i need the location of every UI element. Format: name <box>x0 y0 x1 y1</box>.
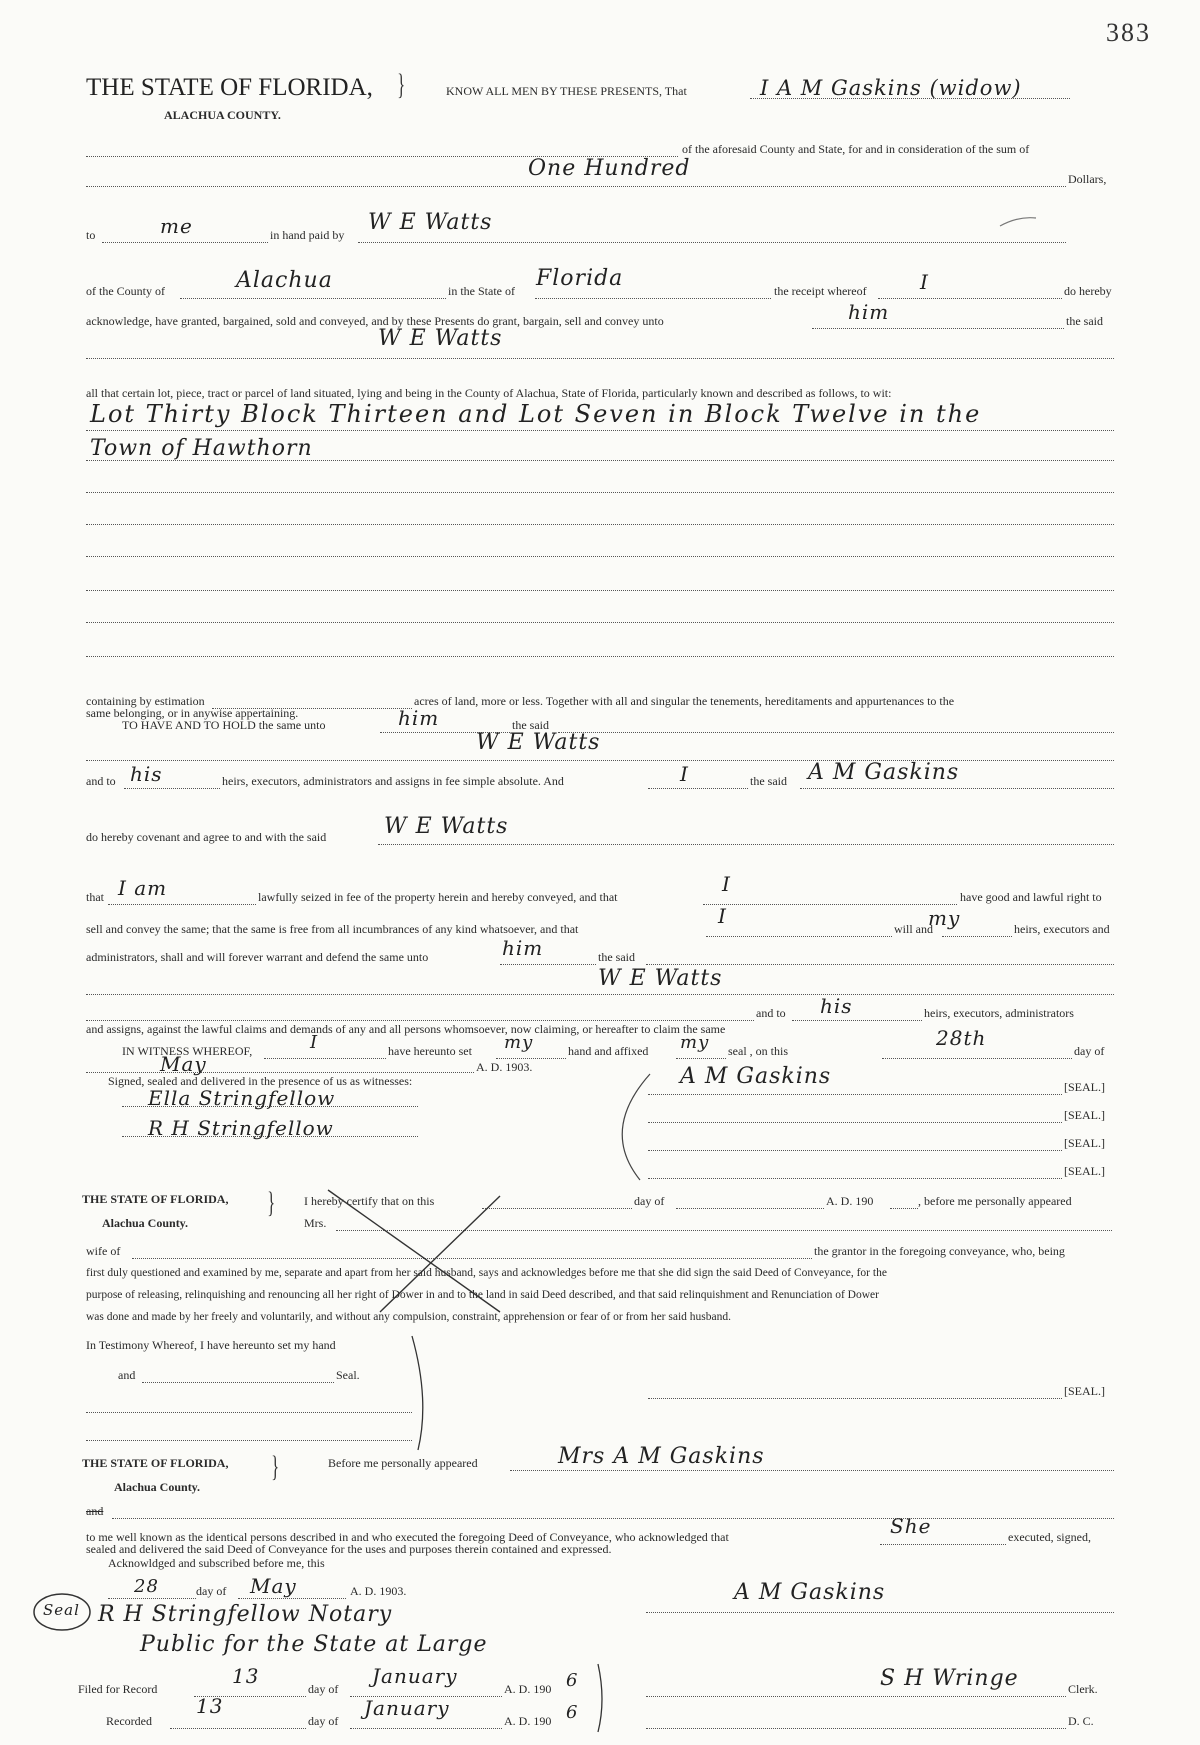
dower-wife-of: wife of <box>86 1244 121 1258</box>
rec-month-handwriting: January <box>364 1696 450 1720</box>
containing-text: containing by estimation <box>86 694 205 708</box>
ack-and-struck: and <box>86 1504 104 1518</box>
county-heading: ALACHUA COUNTY. <box>164 108 281 122</box>
rec-day-handwriting: 13 <box>196 1694 224 1718</box>
ack-signature: A M Gaskins <box>734 1580 886 1605</box>
ack-day-of: day of <box>196 1584 227 1598</box>
grantor-handwriting: I A M Gaskins (widow) <box>760 76 1022 100</box>
description-line2-handwriting: Town of Hawthorn <box>90 436 313 461</box>
dower-grantor-in: the grantor in the foregoing conveyance, who, being <box>814 1244 1065 1258</box>
notary-line2-handwriting: Public for the State at Large <box>140 1632 488 1657</box>
signature-flourish <box>622 1074 650 1180</box>
receipt-text: the receipt whereof <box>774 284 867 298</box>
rec-year-handwriting: 6 <box>566 1702 579 1723</box>
filed-month-handwriting: January <box>372 1664 458 1688</box>
same-belonging-text: same belonging, or in anywise appertaining. <box>86 706 299 720</box>
dower-seal-word: Seal. <box>336 1368 360 1382</box>
unto-handwriting: him <box>848 300 890 324</box>
day-of-text: day of <box>1074 1044 1105 1058</box>
pen-tick <box>1000 218 1036 226</box>
sell-convey-text: sell and convey the same; that the same is free from all incumbrances of any kind whatsoever, and that <box>86 922 579 936</box>
witness1-handwriting: Ella Stringfellow <box>148 1086 336 1110</box>
covenant-handwriting: W E Watts <box>384 814 509 839</box>
filed-day-handwriting: 13 <box>232 1664 260 1688</box>
seal-2: [SEAL.] <box>1064 1108 1105 1122</box>
and-i-handwriting: I <box>680 762 689 786</box>
heirs-exec-text: heirs, executors and <box>1014 922 1110 936</box>
ack-executed: executed, signed, <box>1008 1530 1091 1544</box>
signed-sealed-text: Signed, sealed and delivered in the presence of us as witnesses: <box>108 1074 413 1088</box>
the-said-text: the said <box>1066 314 1103 328</box>
filing-brace <box>598 1664 602 1732</box>
seal-4: [SEAL.] <box>1064 1164 1105 1178</box>
rec-day-of: day of <box>308 1714 339 1728</box>
filed-ad: A. D. 190 <box>504 1682 552 1696</box>
page-number: 383 <box>1106 18 1151 47</box>
ad-year-text: A. D. 1903. <box>476 1060 533 1074</box>
header-brace: } <box>397 68 406 101</box>
payer-handwriting: W E Watts <box>368 210 493 235</box>
ack-before-me: Before me personally appeared <box>328 1456 478 1470</box>
dower-county: Alachua County. <box>102 1216 189 1230</box>
clerk-label: Clerk. <box>1068 1682 1098 1696</box>
clerk-signature: S H Wringe <box>880 1666 1019 1691</box>
ack-state: THE STATE OF FLORIDA, <box>82 1456 229 1470</box>
in-witness-text: IN WITNESS WHEREOF, <box>122 1044 253 1058</box>
witness-i-handwriting: I <box>310 1032 319 1053</box>
in-state-text: in the State of <box>448 284 515 298</box>
dower-line2: purpose of releasing, relinquishing and renouncing all her right of Dower in and to the land in said Deed described, and that said relinquishment and Renunciation of Dower <box>86 1289 879 1301</box>
and-to2-text: and to <box>756 1006 786 1020</box>
will-and-text: will and <box>894 922 933 936</box>
and-to-text: and to <box>86 774 116 788</box>
dc-label: D. C. <box>1068 1714 1094 1728</box>
filed-day-of: day of <box>308 1682 339 1696</box>
dower-mrs: Mrs. <box>304 1216 327 1230</box>
his-handwriting: his <box>130 762 163 786</box>
dower-brace: } <box>267 1186 276 1219</box>
of-county-text: of the County of <box>86 284 165 298</box>
the-said3-text: the said <box>750 774 787 788</box>
to-have-text: TO HAVE AND TO HOLD the same unto <box>122 718 326 732</box>
grantee-handwriting: W E Watts <box>378 326 503 351</box>
acres-text: acres of land, more or less. Together with all and singular the tenements, hereditaments and appurtenances to the <box>414 694 955 708</box>
ack-she-handwriting: She <box>890 1514 932 1538</box>
to-handwriting: me <box>160 214 193 238</box>
will-handwriting: my <box>928 906 961 930</box>
aforesaid-text: of the aforesaid County and State, for and in consideration of the sum of <box>682 142 1030 156</box>
rec-ad: A. D. 190 <box>504 1714 552 1728</box>
have-handwriting: him <box>398 706 440 730</box>
month-handwriting: May <box>160 1052 207 1076</box>
seal-3: [SEAL.] <box>1064 1136 1105 1150</box>
heirs-fee-text: heirs, executors, administrators and assigns in fee simple absolute. And <box>222 774 564 788</box>
ack-month-handwriting: May <box>250 1574 297 1598</box>
administrators-text: administrators, shall and will forever warrant and defend the same unto <box>86 950 429 964</box>
the-said4-text: the said <box>598 950 635 964</box>
dower-day-of: day of <box>634 1194 665 1208</box>
witness2-handwriting: R H Stringfellow <box>148 1116 334 1140</box>
have-hereunto-text: have hereunto set <box>388 1044 472 1058</box>
to-text: to <box>86 228 96 242</box>
affixed-handwriting: my <box>680 1032 710 1053</box>
his2-handwriting: his <box>820 994 853 1018</box>
grantee3-handwriting: W E Watts <box>598 966 723 991</box>
dower-line1: first duly questioned and examined by me, separate and apart from her said husband, says and acknowledges before me that she did sign the said Deed of Conveyance, for the <box>86 1267 887 1279</box>
lawfully-handwriting: I <box>722 872 731 896</box>
and-assigns-text: and assigns, against the lawful claims and demands of any and all persons whomsoever, now claiming, or hereafter to claim the same <box>86 1022 726 1036</box>
dower-seal: [SEAL.] <box>1064 1384 1105 1398</box>
dower-state: THE STATE OF FLORIDA, <box>82 1192 229 1206</box>
covenant-text: do hereby covenant and agree to and with the said <box>86 830 327 844</box>
dower-brace-stroke <box>412 1336 423 1450</box>
the-said2-text: the said <box>512 718 549 732</box>
grantor-signature: A M Gaskins <box>680 1064 832 1089</box>
seal-on-text: seal , on this <box>728 1044 788 1058</box>
ack-county: Alachua County. <box>114 1480 201 1494</box>
ack-well-known: to me well known as the identical persons described in and who executed the foregoing Deed of Conveyance, who acknowledged that <box>86 1530 729 1544</box>
notary-line1-handwriting: R H Stringfellow Notary <box>98 1602 393 1627</box>
do-hereby-text: do hereby <box>1064 284 1112 298</box>
admin-handwriting: him <box>502 936 544 960</box>
receipt-handwriting: I <box>920 270 929 294</box>
filed-for-record: Filed for Record <box>78 1682 158 1696</box>
lawfully-text: lawfully seized in fee of the property herein and hereby conveyed, and that <box>258 890 618 904</box>
set-handwriting: my <box>504 1032 534 1053</box>
recorded: Recorded <box>106 1714 152 1728</box>
have-good-text: have good and lawful right to <box>960 890 1102 904</box>
dower-strike-1 <box>328 1190 500 1312</box>
day-handwriting: 28th <box>936 1026 987 1050</box>
dower-testimony: In Testimony Whereof, I have hereunto set my hand <box>86 1338 336 1352</box>
filed-year-handwriting: 6 <box>566 1670 579 1691</box>
dower-ad: A. D. 190 <box>826 1194 874 1208</box>
ack-day-handwriting: 28 <box>134 1576 159 1597</box>
grantor2-handwriting: A M Gaskins <box>808 760 960 785</box>
ack-appeared-handwriting: Mrs A M Gaskins <box>558 1444 765 1469</box>
seal-1: [SEAL.] <box>1064 1080 1105 1094</box>
dower-strike-2 <box>380 1196 500 1312</box>
sell-handwriting: I <box>718 904 727 928</box>
ack-acknowledged: Acknowldged and subscribed before me, this <box>108 1556 325 1570</box>
that-handwriting: I am <box>118 876 168 900</box>
acknowledge-text: acknowledge, have granted, bargained, sold and conveyed, and by these Presents do grant, bargain, sell and convey unto <box>86 314 664 328</box>
description-line1-handwriting: Lot Thirty Block Thirteen and Lot Seven in Block Twelve in the <box>90 400 982 428</box>
heirs-exec2-text: heirs, executors, administrators <box>924 1006 1074 1020</box>
all-that-text: all that certain lot, piece, tract or parcel of land situated, lying and being in the County of Alachua, State of Florida, particularly known and described as follows, to wit: <box>86 386 892 400</box>
notary-seal-circle <box>34 1594 90 1630</box>
that-text: that <box>86 890 104 904</box>
sum-handwriting: One Hundred <box>528 156 691 181</box>
dower-before-me: , before me personally appeared <box>918 1194 1072 1208</box>
dower-certify: I hereby certify that on this <box>304 1194 435 1208</box>
grantee2-handwriting: W E Watts <box>476 730 601 755</box>
notary-seal-stamp: Seal <box>43 1601 80 1619</box>
state-title: THE STATE OF FLORIDA, <box>86 74 373 101</box>
ack-ad-year: A. D. 1903. <box>350 1584 407 1598</box>
hand-affixed-text: hand and affixed <box>568 1044 649 1058</box>
ack-brace: } <box>271 1450 280 1483</box>
know-all-men: KNOW ALL MEN BY THESE PRESENTS, That <box>446 84 687 98</box>
ack-sealed-delivered: sealed and delivered the said Deed of Conveyance for the uses and purposes therein contained and expressed. <box>86 1542 612 1556</box>
county-handwriting: Alachua <box>236 268 333 293</box>
dollars-text: Dollars, <box>1068 172 1107 186</box>
state-handwriting: Florida <box>536 266 624 291</box>
dower-line3: was done and made by her freely and voluntarily, and without any compulsion, constraint, apprehension or fear of or from her said husband. <box>86 1311 731 1323</box>
dower-and: and <box>118 1368 136 1382</box>
in-hand-paid-text: in hand paid by <box>270 228 345 242</box>
